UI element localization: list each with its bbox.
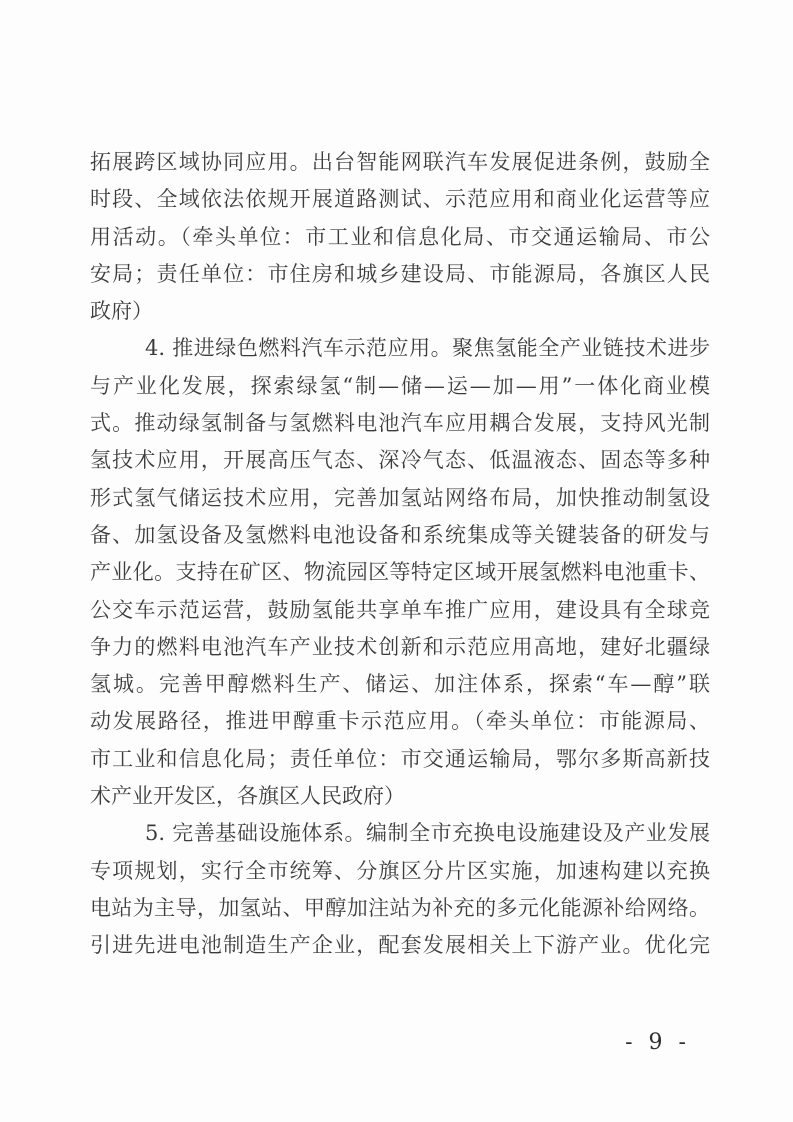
- text-line: 氢技术应用，开展高压气态、深冷气态、低温液态、固态等多种: [90, 448, 710, 473]
- document-body: [90, 144, 710, 965]
- text-line: 形式氢气储运技术应用，完善加氢站网络布局，加快推动制氢设: [90, 485, 710, 510]
- text-line: 术产业开发区，各旗区人民政府）: [90, 784, 405, 809]
- text-line: 安局；责任单位：市住房和城乡建设局、市能源局，各旗区人民: [90, 261, 710, 286]
- text-line: 4. 推进绿色燃料汽车示范应用。聚焦氢能全产业链技术进步: [145, 336, 710, 361]
- text-line: 拓展跨区域协同应用。出台智能网联汽车发展促进条例，鼓励全: [90, 150, 710, 174]
- text-line: 备、加氢设备及氢燃料电池设备和系统集成等关键装备的研发与: [90, 522, 710, 547]
- text-line: 产业化。支持在矿区、物流园区等特定区域开展氢燃料电池重卡、: [90, 560, 710, 585]
- text-line: 电站为主导，加氢站、甲醇加注站为补充的多元化能源补给网络。: [90, 895, 710, 920]
- page-number: - 9 -: [625, 1030, 687, 1055]
- text-line: 动发展路径，推进甲醇重卡示范应用。（牵头单位：市能源局、: [90, 709, 710, 734]
- text-line: 市工业和信息化局；责任单位：市交通运输局，鄂尔多斯高新技: [90, 746, 710, 771]
- text-line: 专项规划，实行全市统筹、分旗区分片区实施，加速构建以充换: [90, 858, 710, 883]
- text-line: 氢城。完善甲醇燃料生产、储运、加注体系，探索“车—醇”联: [90, 672, 710, 697]
- text-line: 与产业化发展，探索绿氢“制—储—运—加—用”一体化商业模: [90, 373, 710, 398]
- text-line: 政府）: [90, 299, 153, 324]
- text-line: 式。推动绿氢制备与氢燃料电池汽车应用耦合发展，支持风光制: [90, 411, 710, 436]
- text-line: 公交车示范运营，鼓励氢能共享单车推广应用，建设具有全球竞: [90, 597, 710, 622]
- text-line: 5. 完善基础设施体系。编制全市充换电设施建设及产业发展: [145, 821, 710, 846]
- text-line: 用活动。（牵头单位：市工业和信息化局、市交通运输局、市公: [90, 224, 710, 249]
- text-line: 时段、全域依法依规开展道路测试、示范应用和商业化运营等应: [90, 187, 710, 212]
- text-line: 争力的燃料电池汽车产业技术创新和示范应用高地，建好北疆绿: [90, 634, 710, 659]
- text-line: 引进先进电池制造生产企业，配套发展相关上下游产业。优化完: [90, 933, 710, 958]
